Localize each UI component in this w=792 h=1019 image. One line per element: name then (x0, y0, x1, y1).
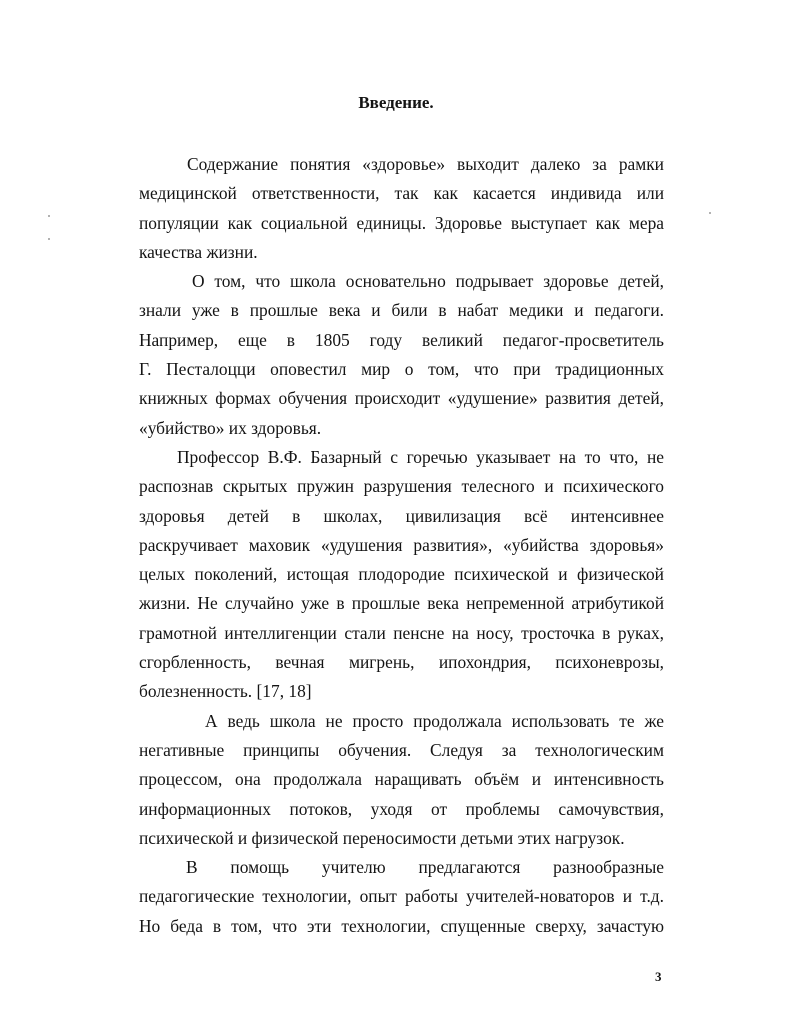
text-line: качества жизни. (139, 241, 258, 262)
text-line: Например, еще в 1805 году великий педагог-просветитель (139, 329, 664, 350)
text-line: информационных потоков, уходя от проблемы самочувствия, (139, 798, 664, 819)
paragraph-4 (139, 707, 664, 853)
text-line: А ведь школа не просто продолжала использовать те же (205, 710, 664, 731)
paragraph-5 (139, 853, 664, 941)
page-number: 3 (655, 969, 662, 984)
paragraph-3 (139, 443, 664, 707)
text-line: здоровья детей в школах, цивилизация всё интенсивнее (139, 505, 664, 526)
text-line: знали уже в прошлые века и били в набат медики и педагоги. (139, 300, 664, 321)
document-body (139, 150, 664, 941)
text-line: педагогические технологии, опыт работы учителей-новаторов и т.д. (139, 886, 664, 907)
text-line: негативные принципы обучения. Следуя за технологическим (139, 739, 664, 760)
text-line: Профессор В.Ф. Базарный с горечью указывает на то что, не (177, 446, 664, 467)
text-line: популяции как социальной единицы. Здоровье выступает как мера (139, 212, 664, 233)
text-line: Содержание понятия «здоровье» выходит далеко за рамки (187, 154, 664, 174)
text-line: целых поколений, истощая плодородие психической и физической (139, 564, 664, 585)
text-line: «убийство» их здоровья. (139, 417, 322, 438)
text-line: сгорбленность, вечная мигрень, ипохондрия, психоневрозы, (139, 652, 664, 673)
paragraph-1 (139, 150, 664, 267)
scan-speck (48, 215, 50, 217)
text-line: распознав скрытых пружин разрушения телесного и психического (139, 476, 664, 497)
text-line: болезненность. [17, 18] (139, 681, 312, 702)
text-line: психической и физической переносимости детьми этих нагрузок. (139, 827, 625, 848)
text-line: О том, что школа основательно подрывает здоровье детей, (192, 271, 664, 292)
text-line: В помощь учителю предлагаются разнообразные (186, 857, 664, 878)
text-line: жизни. Не случайно уже в прошлые века непременной атрибутикой (139, 593, 664, 614)
text-line: книжных формах обучения происходит «удушение» развития детей, (139, 388, 664, 409)
text-line: медицинской ответственности, так как касается индивида или (139, 183, 664, 204)
scan-speck (709, 212, 711, 214)
text-line: грамотной интеллигенции стали пенсне на носу, тросточка в руках, (139, 622, 664, 643)
paragraph-2 (139, 267, 664, 443)
text-line: Но беда в том, что эти технологии, спущенные сверху, зачастую (139, 915, 664, 936)
text-line: процессом, она продолжала наращивать объём и интенсивность (139, 769, 664, 790)
page-title: Введение. (358, 93, 434, 112)
scan-speck (48, 238, 50, 240)
text-line: раскручивает маховик «удушения развития», «убийства здоровья» (139, 534, 664, 555)
text-line: Г. Песталоцци оповестил мир о том, что при традиционных (139, 359, 664, 380)
